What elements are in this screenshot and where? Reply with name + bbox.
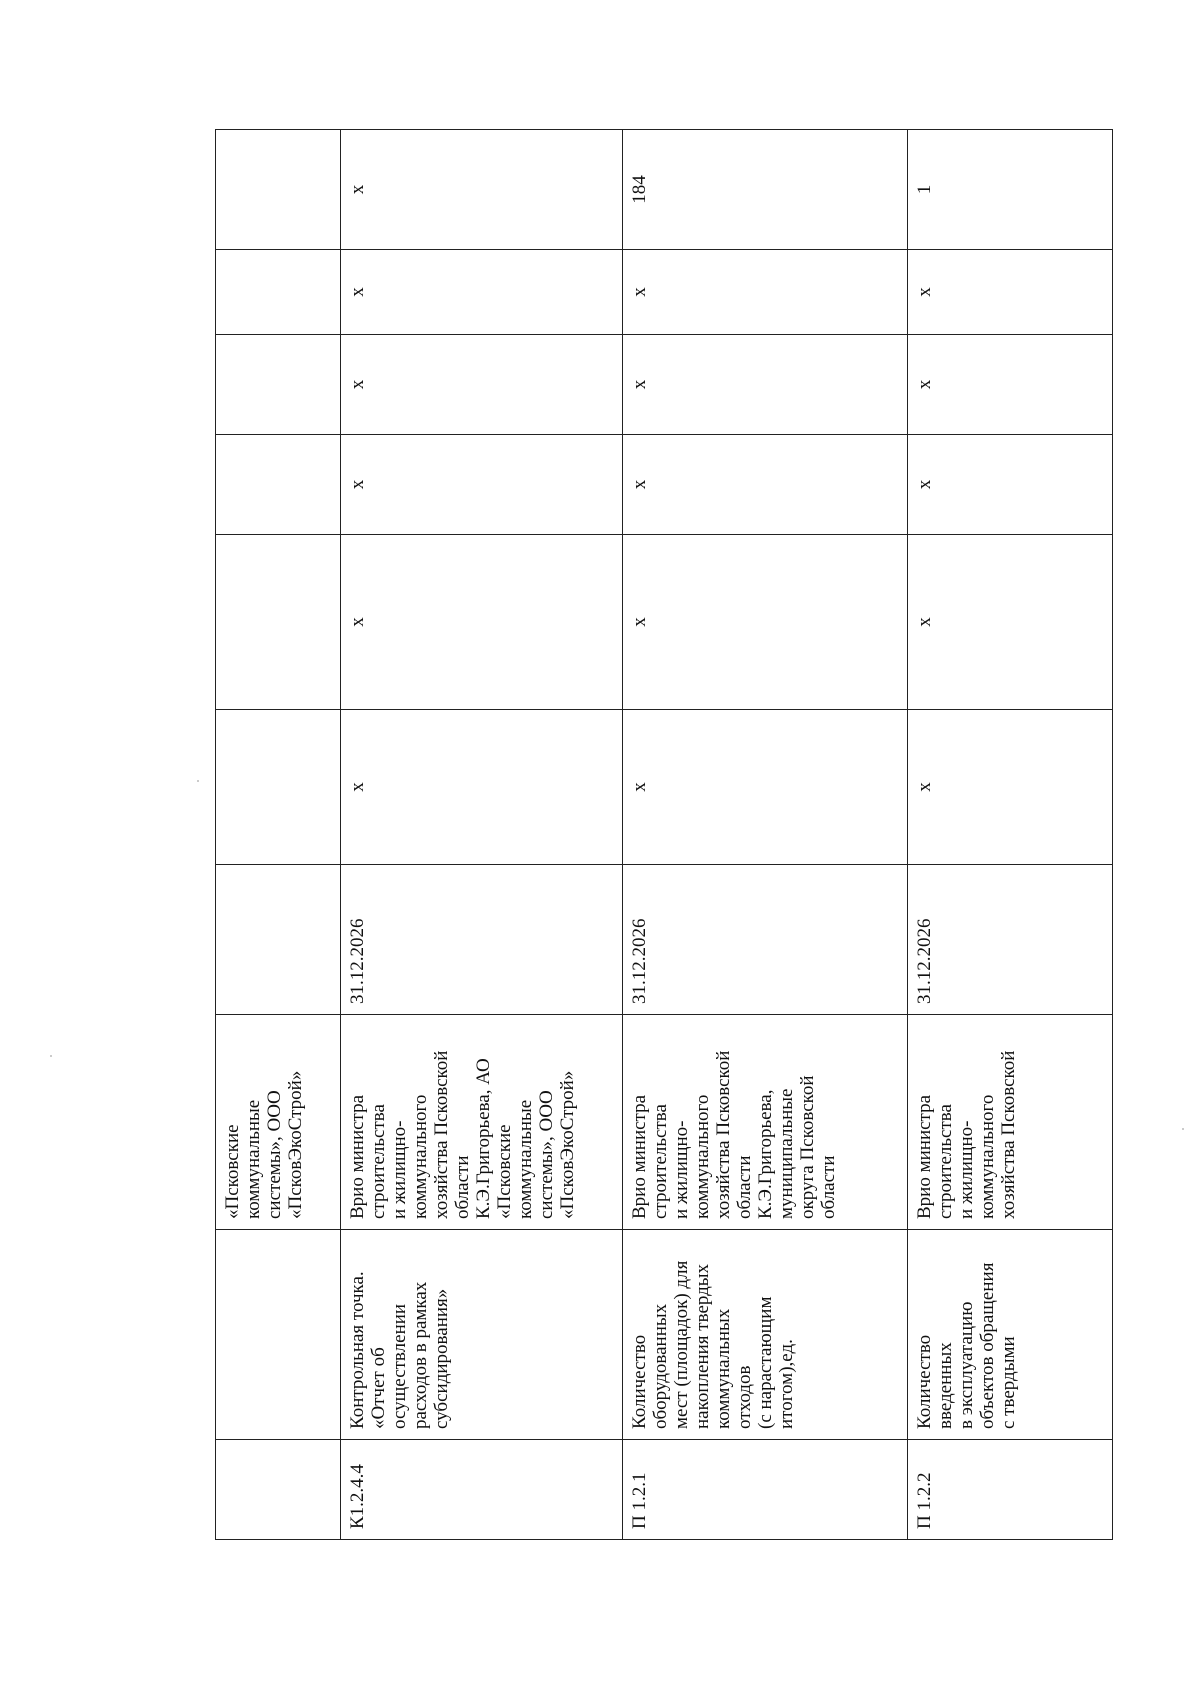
cell-responsible: Врио министра строительства и жилищно- коммунального хозяйства Псковской области К.Э.Григорьева, муниципальные округа Псковской области (623, 1015, 908, 1230)
cell-value (216, 535, 341, 710)
cell-value: х (341, 250, 623, 335)
cell-name: Контрольная точка. «Отчет об осуществлении расходов в рамках субсидирования» (341, 1230, 623, 1440)
cell-responsible: Врио министра строительства и жилищно- коммунального хозяйства Псковской (908, 1015, 1113, 1230)
plan-table (215, 129, 1113, 1540)
cell-value (216, 250, 341, 335)
cell-value (216, 335, 341, 435)
table-row (908, 130, 1113, 1540)
scan-speck (50, 1055, 52, 1057)
cell-name: Количество оборудованных мест (площадок) для накопления твердых коммунальных отходов (с нарастающим итогом),ед. (623, 1230, 908, 1440)
cell-value: х (341, 435, 623, 535)
cell-value: х (623, 250, 908, 335)
cell-date (216, 865, 341, 1015)
cell-value: х (341, 710, 623, 865)
cell-value: х (341, 535, 623, 710)
cell-value (216, 130, 341, 250)
cell-value: х (908, 710, 1113, 865)
cell-value: 1 (908, 130, 1113, 250)
cell-date: 31.12.2026 (908, 865, 1113, 1015)
cell-responsible: «Псковские коммунальные системы», ООО «ПсковЭкоСтрой» (216, 1015, 341, 1230)
cell-num (216, 1440, 341, 1540)
cell-value: х (623, 535, 908, 710)
cell-value: х (908, 335, 1113, 435)
cell-value: х (341, 130, 623, 250)
cell-value (216, 435, 341, 535)
cell-value: х (908, 535, 1113, 710)
cell-value (216, 710, 341, 865)
scan-speck (197, 780, 199, 782)
rotated-page (215, 130, 1112, 1540)
table-row (216, 130, 341, 1540)
table-row (623, 130, 908, 1540)
cell-value: х (908, 250, 1113, 335)
cell-value: х (623, 335, 908, 435)
cell-date: 31.12.2026 (341, 865, 623, 1015)
cell-value: х (623, 710, 908, 865)
cell-value: 184 (623, 130, 908, 250)
cell-value: х (341, 335, 623, 435)
cell-date: 31.12.2026 (623, 865, 908, 1015)
cell-num: П 1.2.1 (623, 1440, 908, 1540)
cell-num: П 1.2.2 (908, 1440, 1113, 1540)
cell-value: х (623, 435, 908, 535)
cell-responsible: Врио министра строительства и жилищно- коммунального хозяйства Псковской области К.Э.Григорьева, АО «Псковские коммунальные системы», ООО «ПсковЭкоСтрой» (341, 1015, 623, 1230)
scan-speck (1182, 1128, 1184, 1130)
cell-name (216, 1230, 341, 1440)
cell-num: К1.2.4.4 (341, 1440, 623, 1540)
table-row (341, 130, 623, 1540)
cell-value: х (908, 435, 1113, 535)
cell-name: Количество введенных в эксплуатацию объектов обращения с твердыми (908, 1230, 1113, 1440)
